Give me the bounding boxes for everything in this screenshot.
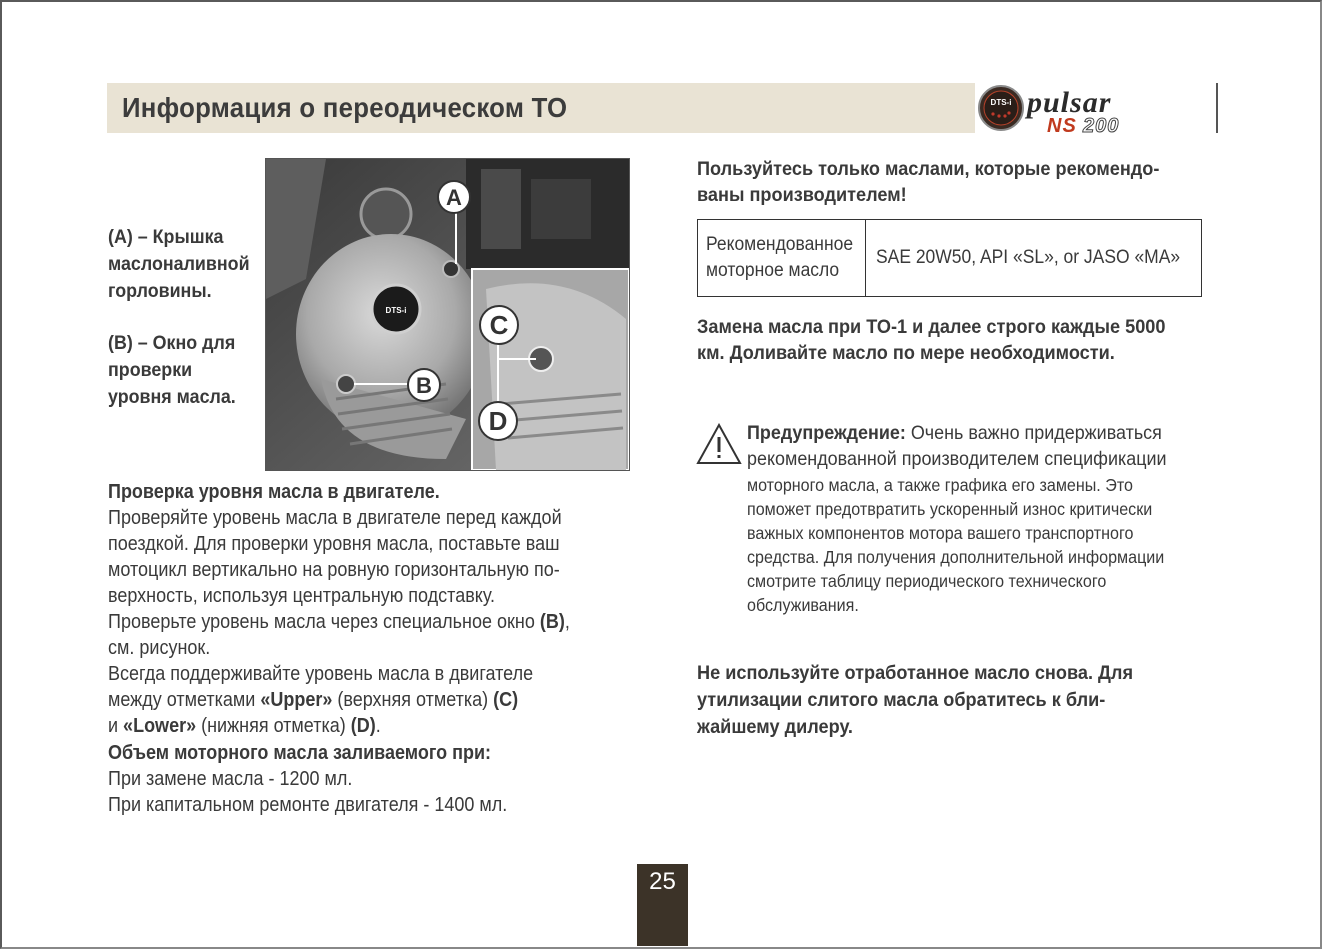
svg-text:B: B [416,373,432,398]
check-p2-line1: Проверьте уровень масла через специальное окно (B), [108,611,570,633]
volume-change: При замене масла - 1200 мл. [108,768,353,790]
svg-text:DTS-i: DTS-i [990,98,1012,107]
reuse-line3: жайшему дилеру. [697,716,853,738]
warning-icon [696,423,742,465]
warning-line5: важных компонентов мотора вашего транспортного [747,523,1134,543]
warning-line2: рекомендованной производителем спецификации [747,448,1167,470]
warning-line4: поможет предотвратить ускоренный износ критически [747,499,1153,519]
check-heading: Проверка уровня масла в двигателе. [108,481,440,503]
pulsar-logo [977,80,1197,136]
warning-line6: средства. Для получения дополнительной информации [747,547,1165,567]
svg-text:DTS-i: DTS-i [385,306,407,315]
callout-d [479,402,517,440]
check-p1-line2: поездкой. Для проверки уровня масла, поставьте ваш [108,533,560,555]
check-p3-line3: и «Lower» (нижняя отметка) (D). [108,715,381,737]
check-p1-line1: Проверяйте уровень масла в двигателе перед каждой [108,507,562,529]
check-p1-line4: верхность, используя центральную подставку. [108,585,496,607]
warning-line7: смотрите таблицу периодического технического [747,571,1107,591]
callout-b [408,369,440,401]
intro-line2: ваны производителем! [697,184,907,206]
warning-line3: моторного масла, а также графика его замены. Это [747,475,1133,495]
callout-a [438,181,470,213]
svg-text:200: 200 [1083,115,1120,136]
svg-text:A: A [446,185,462,210]
svg-text:NS: NS [1047,115,1077,136]
intro-line1: Пользуйтесь только маслами, которые рекомендо- [697,158,1160,180]
reuse-line1: Не используйте отработанное масло снова. Для [697,662,1134,684]
engine-photo [265,158,630,471]
header-divider [1216,83,1218,133]
volume-heading: Объем моторного масла заливаемого при: [108,742,492,764]
warning-line8: обслуживания. [747,595,859,615]
svg-text:C: C [489,310,509,340]
oil-table-label: Рекомендованное моторное масло [698,220,866,296]
label-a: (A) – Крышка маслоналивной горловины. [108,227,250,302]
page-title: Информация о переодическом ТО [122,92,568,123]
check-p1-line3: мотоцикл вертикально на ровную горизонтальную по- [108,559,560,581]
svg-text:D: D [488,406,508,436]
label-b: (B) – Окно для проверки уровня масла. [108,333,236,408]
check-p2-line2: см. рисунок. [108,637,211,659]
change-line1: Замена масла при ТО-1 и далее строго каждые 5000 [697,316,1166,338]
svg-text:pulsar: pulsar [1027,86,1112,119]
page-number: 25 [637,864,688,946]
volume-overhaul: При капитальном ремонте двигателя - 1400 мл. [108,794,508,816]
reuse-line2: утилизации слитого масла обратитесь к бли- [697,689,1106,711]
check-p3-line2: между отметками «Upper» (верхняя отметка) (C) [108,689,519,711]
engine-illustration [266,159,629,470]
oil-table-value: SAE 20W50, API «SL», or JASO «MA» [876,247,1181,268]
oil-table [697,219,1202,297]
change-line2: км. Доливайте масло по мере необходимости. [697,342,1115,364]
callout-c [480,306,518,344]
check-p3-line1: Всегда поддерживайте уровень масла в двигателе [108,663,534,685]
warning-line1: Предупреждение: Очень важно придерживаться [747,422,1162,444]
